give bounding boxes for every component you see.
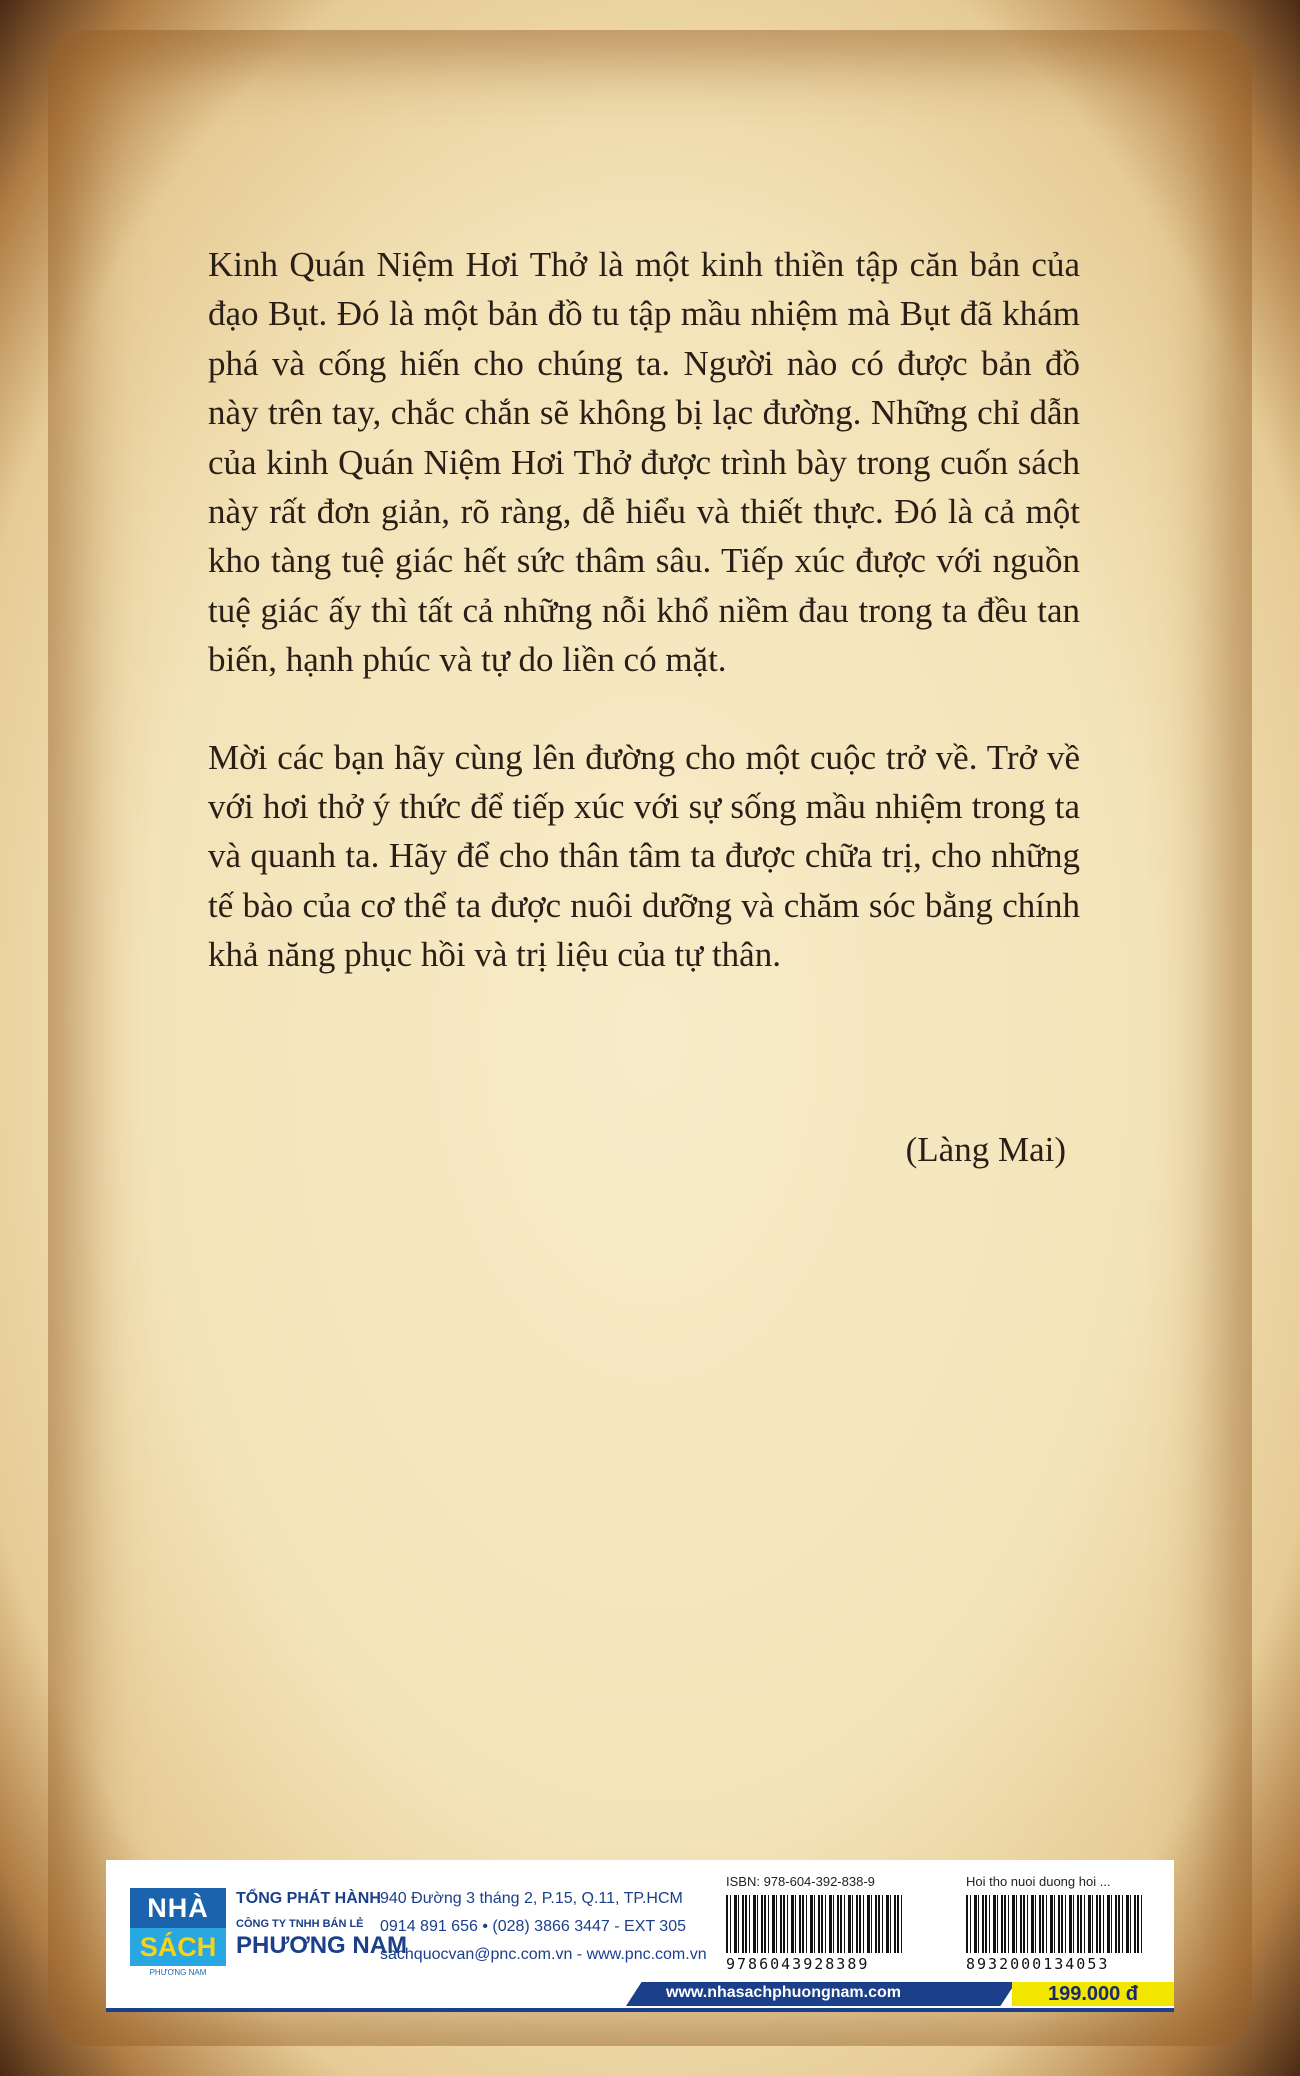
distributor-line-1: TỔNG PHÁT HÀNH	[236, 1890, 381, 1907]
logo-mid-text: SÁCH	[130, 1928, 226, 1966]
distributor-line-2: CÔNG TY TNHH BÁN LẺ	[236, 1918, 364, 1930]
product-bars	[966, 1895, 1144, 1953]
phone-text: 0914 891 656 • (028) 3866 3447 - EXT 305	[380, 1918, 686, 1935]
contact-info	[380, 1890, 720, 1974]
strip-underline	[106, 2008, 1174, 2012]
distributor-line-3: PHƯƠNG NAM	[236, 1932, 408, 1959]
product-label: Hoi tho nuoi duong hoi ...	[966, 1874, 1111, 1889]
product-digits: 8932000134053	[966, 1955, 1110, 1973]
signature: (Làng Mai)	[905, 1130, 1066, 1169]
publisher-strip	[106, 1860, 1174, 2010]
address-text: 940 Đường 3 tháng 2, P.15, Q.11, TP.HCM	[380, 1890, 683, 1907]
distributor-info	[236, 1890, 408, 1960]
website-bar	[106, 1982, 1174, 2010]
blurb-paragraph-2: Mời các bạn hãy cùng lên đường cho một cuộc trở về. Trở về với hơi thở ý thức để tiếp xúc với sự sống mầu nhiệm trong ta và quanh ta. Hãy để cho thân tâm ta được chữa trị, cho những tế bào của cơ thể ta được nuôi dưỡng và chăm sóc bằng chính khả năng phục hồi và trị liệu của tự thân.	[208, 737, 1080, 975]
isbn-barcode	[726, 1874, 916, 1973]
logo-sub-text: PHƯƠNG NAM	[149, 1968, 207, 1977]
logo-top-text: NHÀ	[130, 1888, 226, 1928]
publisher-logo	[130, 1888, 226, 1980]
isbn-digits: 9786043928389	[726, 1955, 870, 1973]
isbn-label: ISBN: 978-604-392-838-9	[726, 1874, 875, 1889]
blurb-text	[208, 240, 1080, 980]
website-text: www.nhasachphuongnam.com	[666, 1984, 901, 2001]
product-barcode	[966, 1874, 1156, 1973]
email-web-text: sachquocvan@pnc.com.vn - www.pnc.com.vn	[380, 1946, 707, 1963]
price-tag: 199.000 đ	[1012, 1982, 1174, 2006]
blurb-paragraph-1: Kinh Quán Niệm Hơi Thở là một kinh thiền tập căn bản của đạo Bụt. Đó là một bản đồ tu tập mầu nhiệm mà Bụt đã khám phá và cống hiến cho chúng ta. Người nào có được bản đồ này trên tay, chắc chắn sẽ không bị lạc đường. Những chỉ dẫn của kinh Quán Niệm Hơi Thở được trình bày trong cuốn sách này rất đơn giản, rõ ràng, dễ hiểu và thiết thực. Đó là cả một kho tàng tuệ giác hết sức thâm sâu. Tiếp xúc được với nguồn tuệ giác ấy thì tất cả những nỗi khổ niềm đau trong ta đều tan biến, hạnh phúc và tự do liền có mặt.	[208, 245, 1080, 680]
isbn-bars	[726, 1895, 904, 1953]
